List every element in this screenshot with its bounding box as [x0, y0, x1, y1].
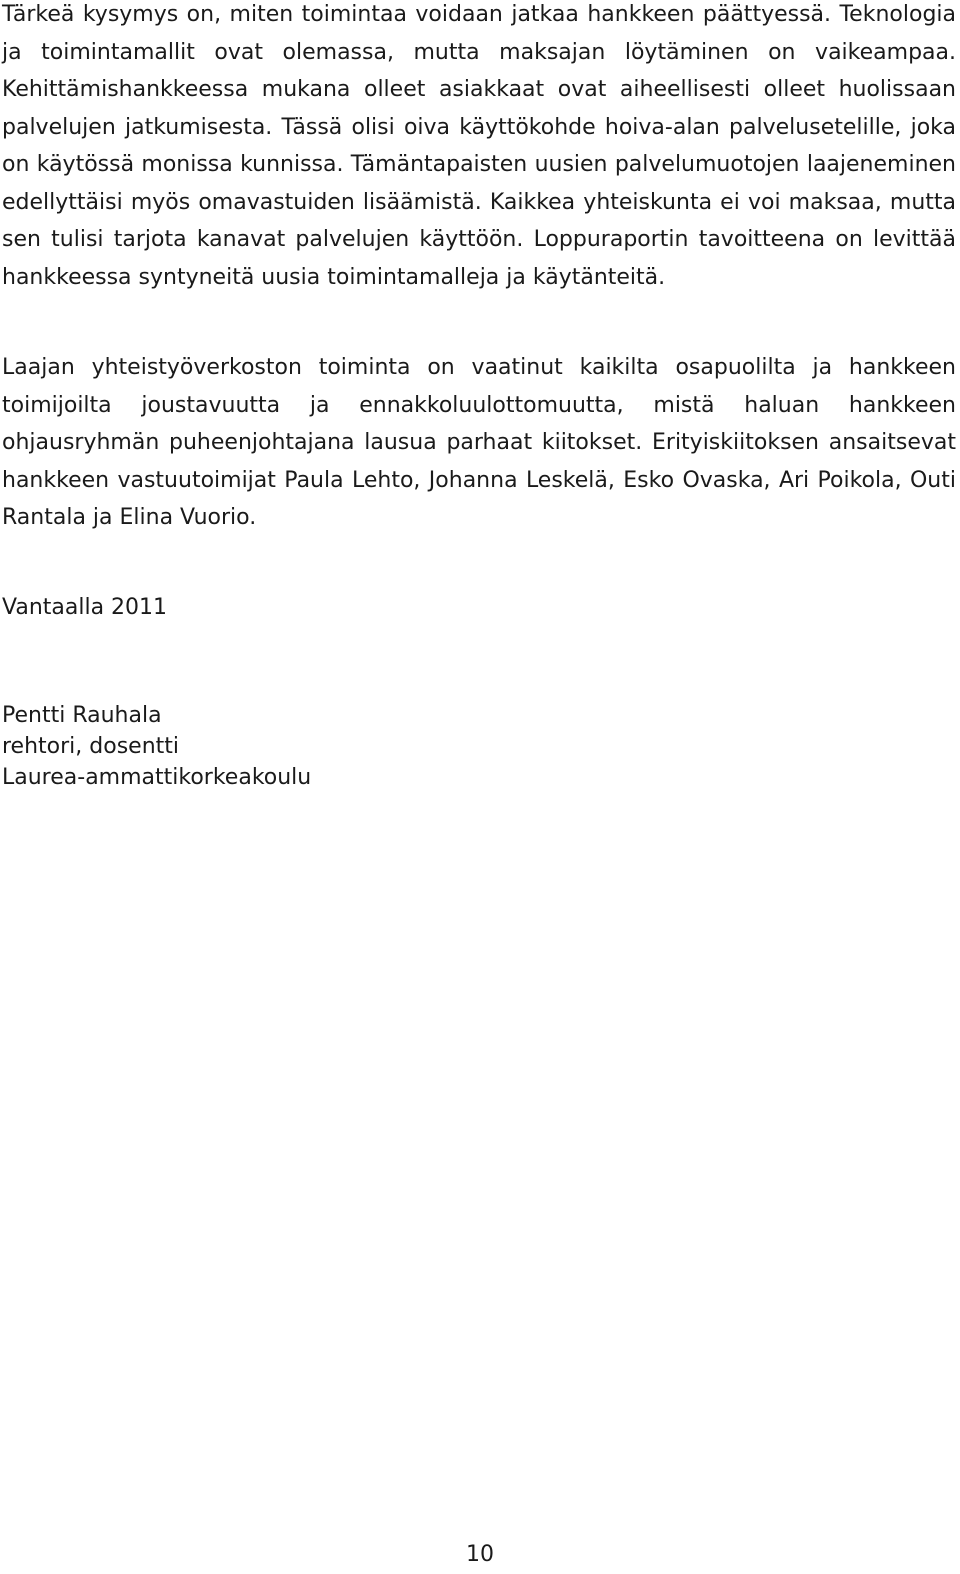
signer-title: rehtori, dosentti	[2, 734, 179, 759]
page-number: 10	[466, 1542, 494, 1567]
signature-block	[2, 700, 311, 793]
body-paragraph-2: Laajan yhteistyöverkoston toiminta on vaatinut kaikilta osapuolilta ja hankkeen toimijoilta joustavuutta ja ennakkoluulottomuutta, mistä haluan hankkeen ohjausryhmän puheenjohtajana lausua parhaat kiitokset. Erityiskiitoksen ansaitsevat hankkeen vastuutoimijat Paula Lehto, Johanna Leskelä, Esko Ovaska, Ari Poikola, Outi Rantala ja Elina Vuorio.	[2, 355, 956, 530]
signer-name: Pentti Rauhala	[2, 703, 162, 728]
body-paragraph-1: Tärkeä kysymys on, miten toimintaa voidaan jatkaa hankkeen päättyessä. Teknologia ja toimintamallit ovat olemassa, mutta maksajan löytäminen on vaikeampaa. Kehittämishankkeessa mukana olleet asiakkaat ovat aiheellisesti olleet huolissaan palvelujen jatkumisesta. Tässä olisi oiva käyttökohde hoiva-alan palvelusetelille, joka on käytössä monissa kunnissa. Tämäntapaisten uusien palvelumuotojen laajeneminen edellyttäisi myös omavastuiden lisäämistä. Kaikkea yhteiskunta ei voi maksaa, mutta sen tulisi tarjota kanavat palvelujen käyttöön. Loppuraportin tavoitteena on levittää hankkeessa syntyneitä uusia toimintamalleja ja käytänteitä.	[2, 2, 956, 290]
place-and-date: Vantaalla 2011	[2, 595, 168, 620]
signer-organization: Laurea-ammattikorkeakoulu	[2, 765, 312, 790]
